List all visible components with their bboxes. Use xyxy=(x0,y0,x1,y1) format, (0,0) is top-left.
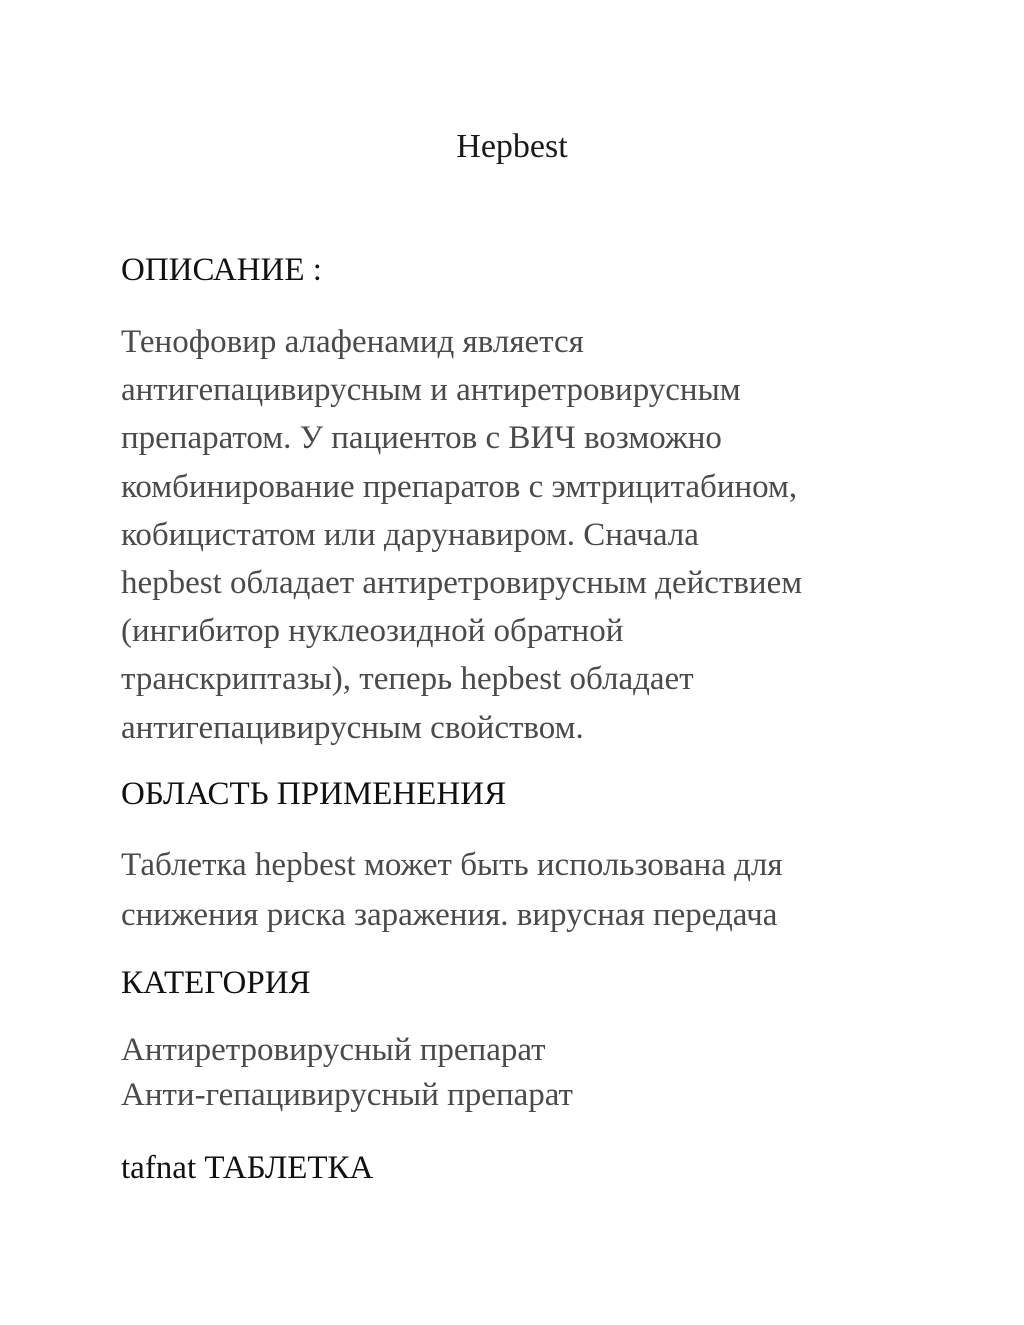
description-line: антигепацивирусным свойством. xyxy=(121,709,584,746)
description-line: Тенофовир алафенамид является xyxy=(121,324,584,360)
usage-heading: ОБЛАСТЬ ПРИМЕНЕНИЯ xyxy=(121,776,507,812)
category-item: Анти-гепацивирусный препарат xyxy=(121,1077,573,1113)
usage-line: снижения риска заражения. вирусная передача xyxy=(121,897,778,933)
category-list xyxy=(121,1028,921,1118)
usage-line: Таблетка hepbest может быть использована для xyxy=(121,847,783,883)
description-line: транскриптазы), теперь hepbest обладает xyxy=(121,661,694,698)
description-line: комбинирование препаратов с эмтрицитабином, xyxy=(121,468,798,505)
next-section-heading: tafnat ТАБЛЕТКА xyxy=(121,1150,374,1186)
description-heading: ОПИСАНИЕ : xyxy=(121,252,322,288)
description-line: hepbest обладает антиретровирусным действием xyxy=(121,564,803,601)
category-heading: КАТЕГОРИЯ xyxy=(121,965,311,1001)
description-paragraph xyxy=(121,318,921,752)
description-line: препаратом. У пациентов с ВИЧ возможно xyxy=(121,420,722,457)
category-item: Антиретровирусный препарат xyxy=(121,1032,546,1068)
document-title: Hepbest xyxy=(456,128,568,165)
usage-paragraph xyxy=(121,840,921,940)
description-line: кобицистатом или дарунавиром. Сначала xyxy=(121,516,699,553)
description-line: антигепацивирусным и антиретровирусным xyxy=(121,372,741,409)
description-line: (ингибитор нуклеозидной обратной xyxy=(121,613,624,650)
